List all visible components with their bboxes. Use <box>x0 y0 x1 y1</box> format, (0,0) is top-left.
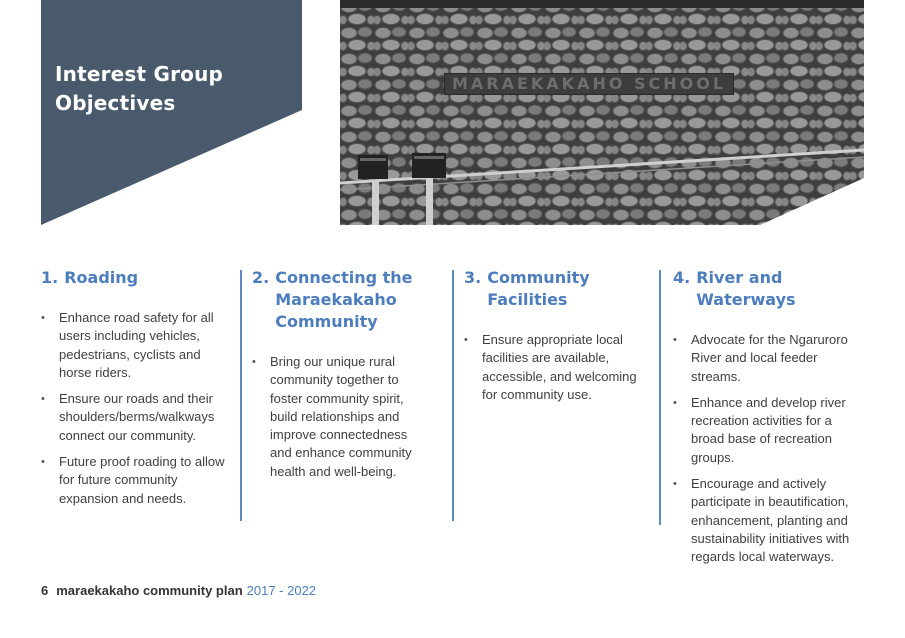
column-divider <box>659 270 661 525</box>
bullet-list <box>41 309 229 508</box>
bullet-icon: • <box>41 312 45 324</box>
column-number: 2. <box>252 268 270 287</box>
list-item <box>673 331 867 386</box>
column-title: River and Waterways <box>696 268 796 309</box>
document-name: maraekakaho community plan <box>56 583 243 598</box>
bullet-icon: • <box>464 334 468 346</box>
school-wall-photo <box>340 0 864 225</box>
list-item-text: Encourage and actively participate in beautification, enhancement, planting and sustainability initiatives with regards local waterways. <box>691 476 850 565</box>
page-footer <box>41 582 316 600</box>
school-sign: MARAEKAKAHO SCHOOL <box>444 73 734 95</box>
bullet-icon: • <box>252 356 256 368</box>
page-title <box>55 60 223 118</box>
list-item-text: Enhance and develop river recreation activities for a broad base of recreation groups. <box>691 394 846 465</box>
bullet-icon: • <box>41 393 45 406</box>
bullet-icon: • <box>673 396 677 409</box>
column-number: 1. <box>41 268 59 287</box>
document-years: 2017 - 2022 <box>246 583 317 598</box>
bullet-icon: • <box>673 478 677 491</box>
page-title-line-2: Objectives <box>55 91 176 115</box>
bullet-list <box>464 331 644 404</box>
column-heading <box>41 267 229 289</box>
bullet-list <box>673 331 867 567</box>
objective-column-facilities <box>464 267 644 412</box>
list-item <box>41 453 229 508</box>
list-item <box>41 309 229 382</box>
column-divider <box>240 270 242 521</box>
page-title-line-1: Interest Group <box>55 62 224 86</box>
column-heading <box>673 267 867 311</box>
list-item-text: Enhance road safety for all users including vehicles, pedestrians, cyclists and horse riders. <box>59 310 214 380</box>
column-heading <box>252 267 430 333</box>
bullet-list <box>252 353 430 481</box>
list-item-text: Future proof roading to allow for future community expansion and needs. <box>59 454 225 506</box>
list-item <box>252 353 430 481</box>
objective-column-connecting <box>252 267 430 489</box>
list-item-text: Ensure our roads and their shoulders/berms/walkways connect our community. <box>59 391 215 443</box>
column-heading <box>464 267 644 311</box>
list-item <box>673 394 867 467</box>
stone-wall-image <box>340 0 864 225</box>
list-item <box>464 331 644 404</box>
list-item-text: Bring our unique rural community together to foster community spirit, build relationships and improve connectedness and enhance community health and well-being. <box>270 354 412 479</box>
list-item <box>673 475 867 566</box>
objective-column-roading <box>41 267 229 516</box>
objective-column-river <box>673 267 867 575</box>
page-number: 6 <box>41 583 49 598</box>
list-item <box>41 390 229 445</box>
column-number: 4. <box>673 268 691 287</box>
column-title: Connecting the Maraekakaho Community <box>275 268 413 331</box>
column-divider <box>452 270 454 521</box>
list-item-text: Advocate for the Ngaruroro River and local feeder streams. <box>691 332 848 384</box>
bullet-icon: • <box>41 456 45 469</box>
column-title: Community Facilities <box>487 268 590 309</box>
column-title: Roading <box>64 268 139 287</box>
bullet-icon: • <box>673 334 677 346</box>
objectives-banner <box>41 0 302 225</box>
column-number: 3. <box>464 268 482 287</box>
list-item-text: Ensure appropriate local facilities are available, accessible, and welcoming for community use. <box>482 332 637 402</box>
